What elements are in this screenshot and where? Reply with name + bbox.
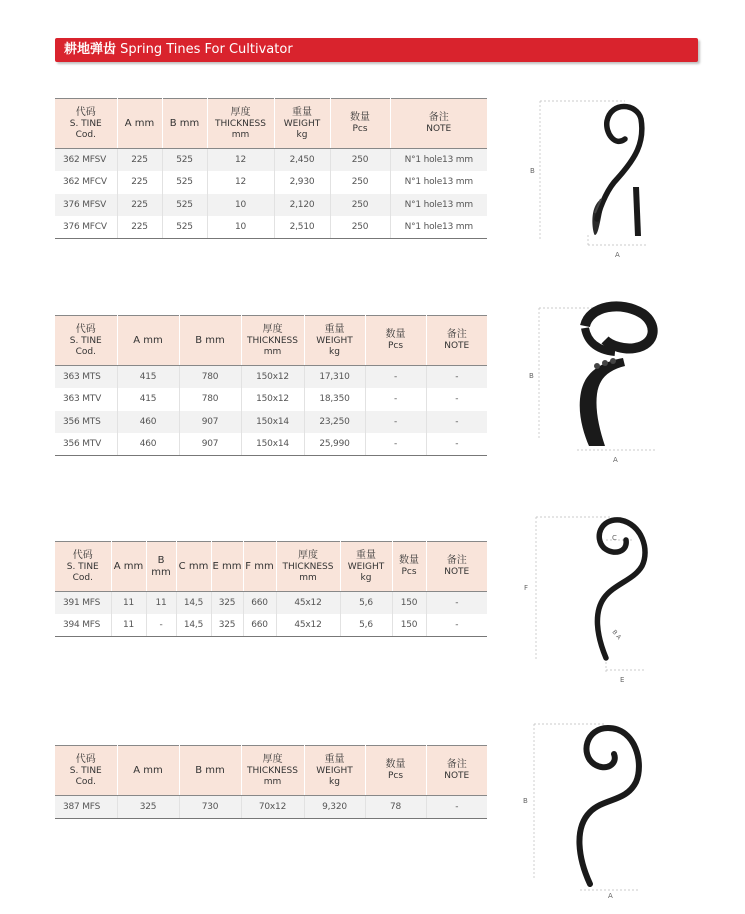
column-header-line: Cod. xyxy=(75,346,96,357)
table-cell: 460 xyxy=(117,411,179,434)
table-cell: N°1 hole13 mm xyxy=(390,216,487,239)
table-cell: 730 xyxy=(179,796,241,819)
column-header-line: NOTE xyxy=(444,567,470,577)
table-cell: 415 xyxy=(117,366,179,389)
table-row xyxy=(55,194,487,217)
column-header xyxy=(55,542,111,592)
column-header-line: Pcs xyxy=(387,771,404,781)
table-cell: 2,510 xyxy=(274,216,330,239)
table-cell: 150x12 xyxy=(241,366,304,389)
table-cell: 14,5 xyxy=(176,614,211,637)
column-header xyxy=(274,99,330,149)
table-cell: 12 xyxy=(207,171,274,194)
product-code-cell: 362 MFCV xyxy=(55,171,117,194)
column-header xyxy=(117,316,179,366)
column-header-line: NOTE xyxy=(426,124,452,134)
column-header-line: A mm xyxy=(124,117,155,129)
column-header-line: 厚度 xyxy=(230,106,251,118)
product-code-cell: 356 MTV xyxy=(55,433,117,456)
product-code-cell: 387 MFS xyxy=(55,796,117,819)
table-cell: N°1 hole13 mm xyxy=(390,194,487,217)
table-cell: 45x12 xyxy=(276,614,340,637)
table-cell: - xyxy=(426,433,487,456)
column-header-line: 代码 xyxy=(75,323,96,335)
column-header-line: 数量 xyxy=(385,329,406,340)
table-cell: - xyxy=(146,614,176,637)
column-header-line: C mm xyxy=(178,560,209,572)
column-header-line: B mm xyxy=(151,554,171,578)
column-header-line: THICKNESS xyxy=(247,335,298,346)
column-header-line: kg xyxy=(329,346,340,357)
column-header-line: B mm xyxy=(195,334,225,346)
spec-table-1 xyxy=(55,98,487,239)
column-header-line: Cod. xyxy=(75,776,96,787)
table-cell: 11 xyxy=(146,592,176,615)
table-cell: 660 xyxy=(243,614,276,637)
column-header-line: S. TINE xyxy=(69,765,102,776)
table-cell: N°1 hole13 mm xyxy=(404,177,473,188)
column-header-line: 数量 xyxy=(350,112,370,123)
product-code-cell: 376 MFCV xyxy=(55,216,117,239)
column-header-line: S. TINE xyxy=(66,561,99,572)
column-header-line: THICKNESS xyxy=(247,765,298,776)
column-header-line: 厚度 xyxy=(298,549,318,561)
dim-label-c: C xyxy=(612,534,617,542)
column-header-line: WEIGHT xyxy=(347,561,385,572)
column-header-line: 厚度 xyxy=(262,753,283,765)
column-header xyxy=(365,316,426,366)
column-header xyxy=(241,746,304,796)
dim-label-b: B xyxy=(530,167,535,175)
dim-label-f: F xyxy=(524,584,529,592)
spec-table-3 xyxy=(55,541,487,637)
tine-drawing-3 xyxy=(520,510,670,685)
column-header xyxy=(304,316,365,366)
column-header-line: 备注 xyxy=(428,112,449,123)
table-cell: 150x12 xyxy=(241,388,304,411)
table-cell: 525 xyxy=(162,194,207,217)
spec-table-4 xyxy=(55,745,487,819)
table-cell: 11 xyxy=(111,592,146,615)
table-cell: 907 xyxy=(179,433,241,456)
column-header-line: kg xyxy=(296,129,308,140)
column-header-line: 重量 xyxy=(324,753,345,765)
table-cell: 907 xyxy=(179,411,241,434)
column-header-line: 重量 xyxy=(324,323,345,335)
table-cell: - xyxy=(365,388,426,411)
table-cell: - xyxy=(426,592,487,615)
table-cell: 23,250 xyxy=(304,411,365,434)
table-cell: 25,990 xyxy=(304,433,365,456)
table-cell: 525 xyxy=(162,149,207,172)
table-cell: 225 xyxy=(117,171,162,194)
column-header xyxy=(304,746,365,796)
column-header-line: Cod. xyxy=(75,129,96,140)
banner-title-chinese: 耕地弹齿 xyxy=(64,42,117,57)
table-cell: 2,120 xyxy=(274,194,330,217)
table-cell: 12 xyxy=(207,149,274,172)
dim-label-b: B xyxy=(523,797,528,805)
table-cell: 250 xyxy=(330,194,390,217)
column-header xyxy=(243,542,276,592)
column-header-line: Pcs xyxy=(352,124,368,134)
column-header-line: E mm xyxy=(212,560,242,572)
column-header-line: WEIGHT xyxy=(283,118,321,129)
column-header xyxy=(179,316,241,366)
product-code-cell: 391 MFS xyxy=(55,592,111,615)
product-code-cell: 363 MTS xyxy=(55,366,117,389)
table-row xyxy=(55,433,487,456)
column-header xyxy=(390,99,487,149)
product-code-cell: 362 MFSV xyxy=(55,149,117,172)
table-cell: 225 xyxy=(117,216,162,239)
table-cell: - xyxy=(426,796,487,819)
table-cell: 525 xyxy=(162,171,207,194)
dim-label-a: A xyxy=(615,251,620,259)
table-row xyxy=(55,366,487,389)
column-header xyxy=(365,746,426,796)
dim-label-e: E xyxy=(620,676,625,684)
column-header-line: S. TINE xyxy=(69,335,102,346)
table-row xyxy=(55,171,487,194)
table-cell: 14,5 xyxy=(176,592,211,615)
table-cell: 225 xyxy=(117,149,162,172)
table-cell: 5,6 xyxy=(340,614,392,637)
table-cell: - xyxy=(365,366,426,389)
column-header-line: NOTE xyxy=(444,341,470,351)
column-header xyxy=(426,316,487,366)
table-row xyxy=(55,796,487,819)
column-header-line: kg xyxy=(329,776,340,787)
column-header xyxy=(211,542,243,592)
product-code-cell: 394 MFS xyxy=(55,614,111,637)
table-cell: 9,320 xyxy=(304,796,365,819)
table-row xyxy=(55,592,487,615)
table-cell: 70x12 xyxy=(241,796,304,819)
table-cell: 325 xyxy=(117,796,179,819)
column-header-line: 代码 xyxy=(72,549,93,561)
column-header-line: B mm xyxy=(169,117,200,129)
section-banner xyxy=(55,38,698,62)
column-header-line: S. TINE xyxy=(69,118,102,129)
table-cell: 660 xyxy=(243,592,276,615)
table-cell: - xyxy=(365,433,426,456)
column-header xyxy=(207,99,274,149)
column-header-line: mm xyxy=(299,572,317,583)
column-header xyxy=(117,746,179,796)
table-cell: 225 xyxy=(117,194,162,217)
column-header-line: WEIGHT xyxy=(316,765,353,776)
column-header-line: NOTE xyxy=(444,771,470,781)
table-cell: 460 xyxy=(117,433,179,456)
banner-title-english: Spring Tines For Cultivator xyxy=(120,42,293,57)
column-header-line: B mm xyxy=(195,764,225,776)
column-header xyxy=(162,99,207,149)
column-header-line: 备注 xyxy=(446,759,467,770)
table-cell: 18,350 xyxy=(304,388,365,411)
column-header-line: THICKNESS xyxy=(282,561,334,572)
column-header xyxy=(176,542,211,592)
column-header-line: 数量 xyxy=(399,555,419,566)
column-header-line: 重量 xyxy=(356,549,376,561)
table-cell: - xyxy=(426,614,487,637)
table-cell: 2,450 xyxy=(274,149,330,172)
table-cell: 325 xyxy=(211,614,243,637)
dim-label-b: B xyxy=(529,372,534,380)
column-header xyxy=(111,542,146,592)
table-cell: 45x12 xyxy=(276,592,340,615)
column-header-line: WEIGHT xyxy=(316,335,353,346)
column-header xyxy=(55,316,117,366)
table-row xyxy=(55,388,487,411)
column-header-line: 厚度 xyxy=(262,323,283,335)
table-cell: 780 xyxy=(179,366,241,389)
table-cell: 5,6 xyxy=(340,592,392,615)
table-cell: - xyxy=(426,411,487,434)
table-cell: - xyxy=(455,394,459,405)
table-cell: 525 xyxy=(162,216,207,239)
column-header-line: 重量 xyxy=(292,106,312,118)
tine-drawing-4 xyxy=(518,718,668,898)
column-header xyxy=(426,746,487,796)
table-cell: 150x14 xyxy=(241,411,304,434)
column-header-line: Cod. xyxy=(72,572,93,583)
column-header-line: 备注 xyxy=(446,329,467,340)
table-cell: 325 xyxy=(211,592,243,615)
column-header-line: 备注 xyxy=(446,555,467,566)
table-cell: 150 xyxy=(392,592,426,615)
column-header xyxy=(340,542,392,592)
table-cell: N°1 hole13 mm xyxy=(390,149,487,172)
column-header-line: A mm xyxy=(113,560,144,572)
column-header-line: kg xyxy=(360,572,372,583)
dim-label-a: A xyxy=(608,892,613,898)
table-cell: 250 xyxy=(330,171,390,194)
column-header-line: 数量 xyxy=(385,759,406,770)
table-cell: 415 xyxy=(117,388,179,411)
column-header-line: F mm xyxy=(245,560,274,572)
table-cell: - xyxy=(426,366,487,389)
dim-label-a: A xyxy=(613,456,618,464)
product-code-cell: 363 MTV xyxy=(55,388,117,411)
product-code-cell: 376 MFSV xyxy=(55,194,117,217)
column-header-line: mm xyxy=(263,776,282,787)
column-header-line: Pcs xyxy=(401,567,417,577)
column-header xyxy=(392,542,426,592)
column-header xyxy=(55,99,117,149)
table-cell: 11 xyxy=(111,614,146,637)
table-cell: 2,930 xyxy=(274,171,330,194)
column-header-line: mm xyxy=(231,129,250,140)
table-row xyxy=(55,216,487,239)
table-cell: - xyxy=(365,411,426,434)
column-header xyxy=(55,746,117,796)
column-header-line: A mm xyxy=(133,334,163,346)
table-row xyxy=(55,411,487,434)
column-header xyxy=(276,542,340,592)
column-header xyxy=(179,746,241,796)
column-header xyxy=(426,542,487,592)
column-header xyxy=(241,316,304,366)
table-cell: 150x14 xyxy=(241,433,304,456)
table-cell: 250 xyxy=(330,216,390,239)
column-header-line: mm xyxy=(263,346,282,357)
table-cell: 150 xyxy=(392,614,426,637)
column-header-line: Pcs xyxy=(387,341,404,351)
table-cell: 780 xyxy=(179,388,241,411)
table-row xyxy=(55,149,487,172)
column-header-line: 代码 xyxy=(75,106,96,118)
column-header-line: A mm xyxy=(133,764,163,776)
tine-drawing-2 xyxy=(525,300,675,470)
product-code-cell: 356 MTS xyxy=(55,411,117,434)
dim-label-ba: B A xyxy=(610,628,623,642)
table-cell: 17,310 xyxy=(304,366,365,389)
column-header xyxy=(330,99,390,149)
column-header xyxy=(146,542,176,592)
tine-drawing-1 xyxy=(525,95,675,260)
table-cell: 78 xyxy=(365,796,426,819)
table-cell: 10 xyxy=(207,194,274,217)
spec-table-2 xyxy=(55,315,487,456)
column-header-line: THICKNESS xyxy=(215,118,266,129)
column-header-line: 代码 xyxy=(75,753,96,765)
table-cell: 10 xyxy=(207,216,274,239)
column-header xyxy=(117,99,162,149)
table-cell: 250 xyxy=(330,149,390,172)
table-row xyxy=(55,614,487,637)
